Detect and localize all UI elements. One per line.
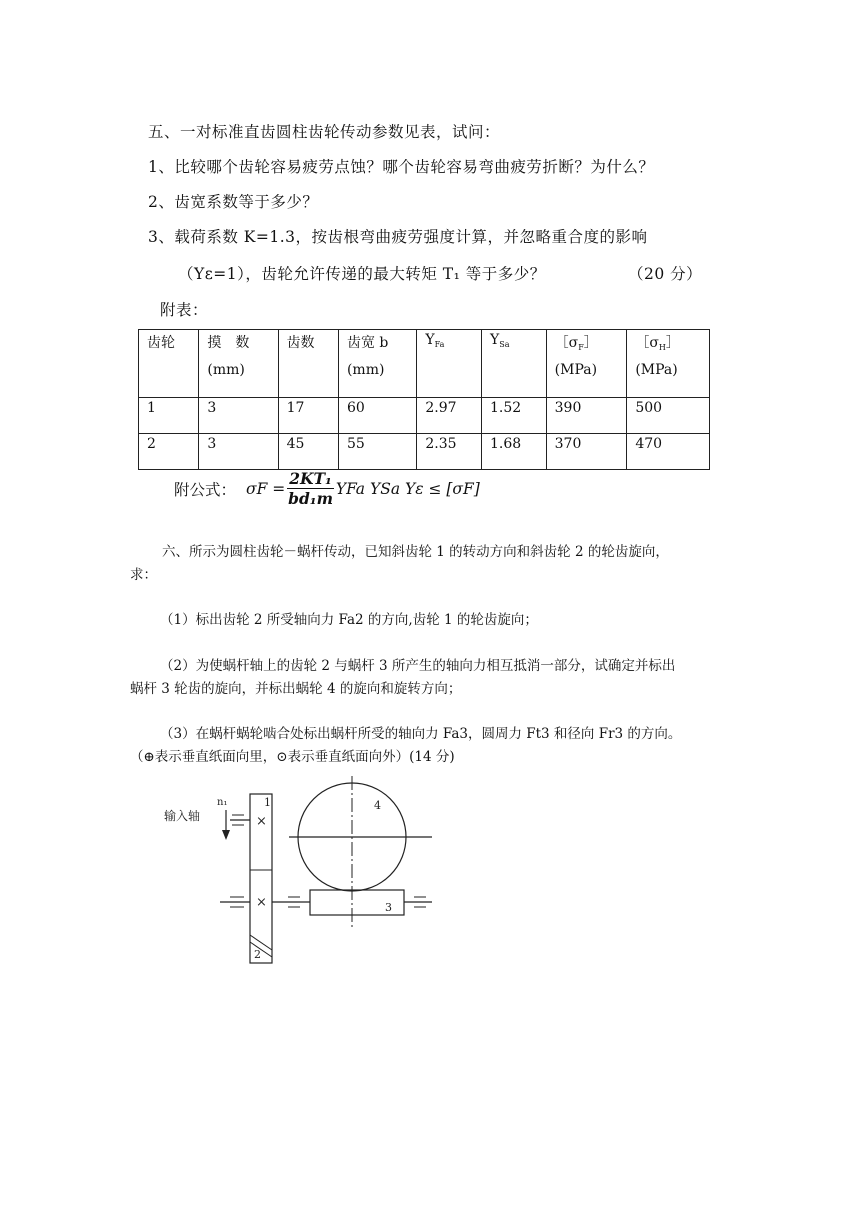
formula-lhs: σF = xyxy=(246,479,286,498)
table-cell: 17 xyxy=(278,398,338,434)
question5-item-1: 1、比较哪个齿轮容易疲劳点蚀？哪个齿轮容易弯曲疲劳折断？为什么？ xyxy=(148,158,655,176)
cross-mark: × xyxy=(256,814,267,829)
table-cell: 3 xyxy=(199,434,278,470)
question5-title: 五、一对标准直齿圆柱齿轮传动参数见表，试问： xyxy=(148,123,501,141)
question6-item-3-line2: （⊕表示垂直纸面向里，⊙表示垂直纸面向外）(14 分) xyxy=(130,749,455,765)
table-header-cell: $Y_{Fa}$ xyxy=(417,330,482,398)
question6-item-3-line1: （3）在蜗杆蜗轮啮合处标出蜗杆所受的轴向力 Fa3，圆周力 Ft3 和径向 Fr3 的方向。 xyxy=(160,726,682,742)
table-label: 附表： xyxy=(160,301,209,319)
gear2-label: 2 xyxy=(254,948,261,961)
input-shaft-label: 输入轴 xyxy=(164,809,201,823)
gear1-label: 1 xyxy=(264,796,271,809)
formula-numerator: 2KT₁ xyxy=(289,469,332,488)
table-cell: 55 xyxy=(338,434,416,470)
question6-intro-line1: 六、所示为圆柱齿轮－蜗杆传动，已知斜齿轮 1 的转动方向和斜齿轮 2 的轮齿旋向， xyxy=(162,544,669,560)
table-cell: 1 xyxy=(139,398,199,434)
table-cell: 45 xyxy=(278,434,338,470)
question6-intro-line2: 求： xyxy=(130,567,157,583)
table-header-cell: 齿轮 xyxy=(139,330,199,398)
table-cell: 2 xyxy=(139,434,199,470)
speed-label: n₁ xyxy=(217,797,228,808)
question6-item-1: （1）标出齿轮 2 所受轴向力 Fa2 的方向,齿轮 1 的轮齿旋向； xyxy=(160,612,538,628)
rotation-arrow-head xyxy=(222,830,230,840)
table-header-cell: 摸 数 (mm) xyxy=(199,330,278,398)
question5-item-2: 2、齿宽系数等于多少？ xyxy=(148,193,319,211)
question6-item-2-line2: 蜗杆 3 轮齿的旋向，并标出蜗轮 4 的旋向和旋转方向； xyxy=(130,681,462,697)
table-cell: 470 xyxy=(627,434,710,470)
table-cell: 390 xyxy=(546,398,627,434)
table-cell: 60 xyxy=(338,398,416,434)
table-cell: 370 xyxy=(546,434,627,470)
table-cell: 1.68 xyxy=(482,434,547,470)
table-cell: 1.52 xyxy=(482,398,547,434)
question5-points: （20 分） xyxy=(628,265,703,283)
table-header-cell: $[\sigma_F]$ (MPa) xyxy=(546,330,627,398)
table-cell: 2.35 xyxy=(417,434,482,470)
formula-rhs: YFa YSa Yε ≤ [σF] xyxy=(335,479,480,498)
question5-item-3-line1: 3、载荷系数 K=1.3，按齿根弯曲疲劳强度计算，并忽略重合度的影响 xyxy=(148,228,648,246)
table-header-cell: $[\sigma_H]$ (MPa) xyxy=(627,330,710,398)
table-header-cell: $Y_{Sa}$ xyxy=(482,330,547,398)
question6-item-2-line1: （2）为使蜗杆轴上的齿轮 2 与蜗杆 3 所产生的轴向力相互抵消一部分，试确定并标出 xyxy=(160,658,676,674)
table-cell: 2.97 xyxy=(417,398,482,434)
formula-label: 附公式： xyxy=(174,480,237,499)
table-header-cell: 齿宽 b (mm) xyxy=(338,330,416,398)
table-cell: 3 xyxy=(199,398,278,434)
formula-denominator: bd₁m xyxy=(288,489,333,508)
table-header-cell: 齿数 xyxy=(278,330,338,398)
cross-mark: × xyxy=(256,895,267,910)
wormwheel-label: 4 xyxy=(374,799,381,812)
worm-label: 3 xyxy=(385,901,392,914)
table-cell: 500 xyxy=(627,398,710,434)
question5-item-3-line2: （Yε=1），齿轮允许传递的最大转矩 T₁ 等于多少？ xyxy=(178,265,546,283)
